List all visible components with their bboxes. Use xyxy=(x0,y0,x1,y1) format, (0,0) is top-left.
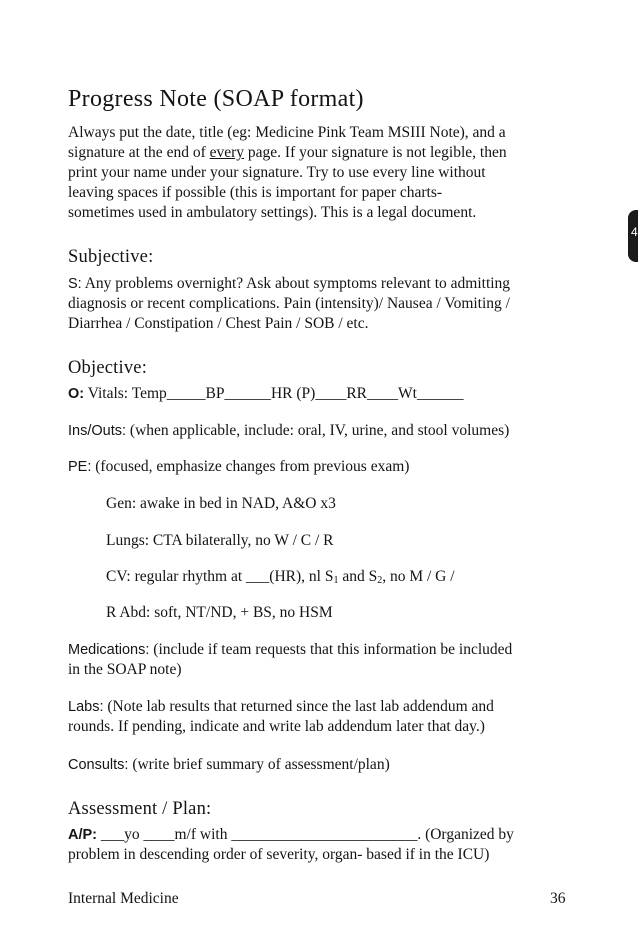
vitals-line xyxy=(68,384,463,404)
consults-label: Consults: xyxy=(68,757,129,773)
objective-label: O: xyxy=(68,386,85,402)
objective-heading: Objective: xyxy=(68,358,148,378)
meds-text-1: (include if team requests that this information be included xyxy=(149,641,513,658)
subjective-line-3: Diarrhea / Constipation / Chest Pain / SOB / etc. xyxy=(68,315,369,332)
subjective-label: S: xyxy=(68,276,82,292)
pe-abd: R Abd: soft, NT/ND, + BS, no HSM xyxy=(106,604,333,621)
page-number: 36 xyxy=(550,890,566,907)
subjective-line-2: diagnosis or recent complications. Pain (intensity)/ Nausea / Vomiting / xyxy=(68,295,510,312)
intro-line-1: Always put the date, title (eg: Medicine Pink Team MSIII Note), and a xyxy=(68,124,506,141)
intro-underlined-word: every xyxy=(209,144,245,161)
pe-lungs: Lungs: CTA bilaterally, no W / C / R xyxy=(106,532,334,549)
intro-line-2a: signature at the end of xyxy=(68,144,210,161)
pe-cv-a: CV: regular rhythm at ___(HR), nl S xyxy=(106,568,334,585)
labs-line-1 xyxy=(68,697,494,717)
assessment-line-1 xyxy=(68,825,514,845)
assessment-line-2: problem in descending order of severity, organ- based if in the ICU) xyxy=(68,846,490,863)
pe-label: PE: xyxy=(68,459,92,475)
side-tab-glyph: 4 xyxy=(631,225,638,239)
labs-line-2: rounds. If pending, indicate and write lab addendum later that day.) xyxy=(68,718,485,735)
intro-line-3: print your name under your signature. Try to use every line without xyxy=(68,164,486,181)
pe-line xyxy=(68,457,409,477)
meds-line-1 xyxy=(68,640,512,660)
subjective-line-1 xyxy=(68,274,510,294)
insouts-text: (when applicable, include: oral, IV, urine, and stool volumes) xyxy=(126,422,510,439)
pe-cv-b: and S xyxy=(338,568,378,585)
footer-title: Internal Medicine xyxy=(68,890,179,907)
intro-line-2 xyxy=(68,143,507,163)
intro-line-4: leaving spaces if possible (this is important for paper charts- xyxy=(68,184,443,201)
assessment-heading: Assessment / Plan: xyxy=(68,799,212,819)
meds-label: Medications: xyxy=(68,642,150,658)
labs-label: Labs: xyxy=(68,699,104,715)
pe-cv-c: , no M / G / xyxy=(382,568,455,585)
vitals-text: Vitals: Temp_____BP______HR (P)____RR____Wt______ xyxy=(84,385,464,402)
pe-gen: Gen: awake in bed in NAD, A&O x3 xyxy=(106,495,336,512)
pe-text: (focused, emphasize changes from previous exam) xyxy=(91,458,410,475)
assessment-label: A/P: xyxy=(68,827,97,843)
intro-line-5: sometimes used in ambulatory settings). This is a legal document. xyxy=(68,204,477,221)
assessment-text-1: ___yo ____m/f with ________________________. (Organized by xyxy=(97,826,514,843)
pe-cv xyxy=(106,567,455,587)
subjective-text-1: Any problems overnight? Ask about symptoms relevant to admitting xyxy=(81,275,511,292)
consults-text: (write brief summary of assessment/plan) xyxy=(128,756,390,773)
insouts-line xyxy=(68,421,509,441)
pe-cv-sub1: 1 xyxy=(333,575,339,586)
labs-text-1: (Note lab results that returned since the last lab addendum and xyxy=(103,698,494,715)
subjective-heading: Subjective: xyxy=(68,247,154,267)
pe-cv-sub2: 2 xyxy=(377,575,383,586)
intro-line-2b: page. If your signature is not legible, then xyxy=(244,144,507,161)
consults-line xyxy=(68,755,390,775)
insouts-label: Ins/Outs: xyxy=(68,423,127,439)
page-title: Progress Note (SOAP format) xyxy=(68,86,364,112)
meds-line-2: in the SOAP note) xyxy=(68,661,182,678)
